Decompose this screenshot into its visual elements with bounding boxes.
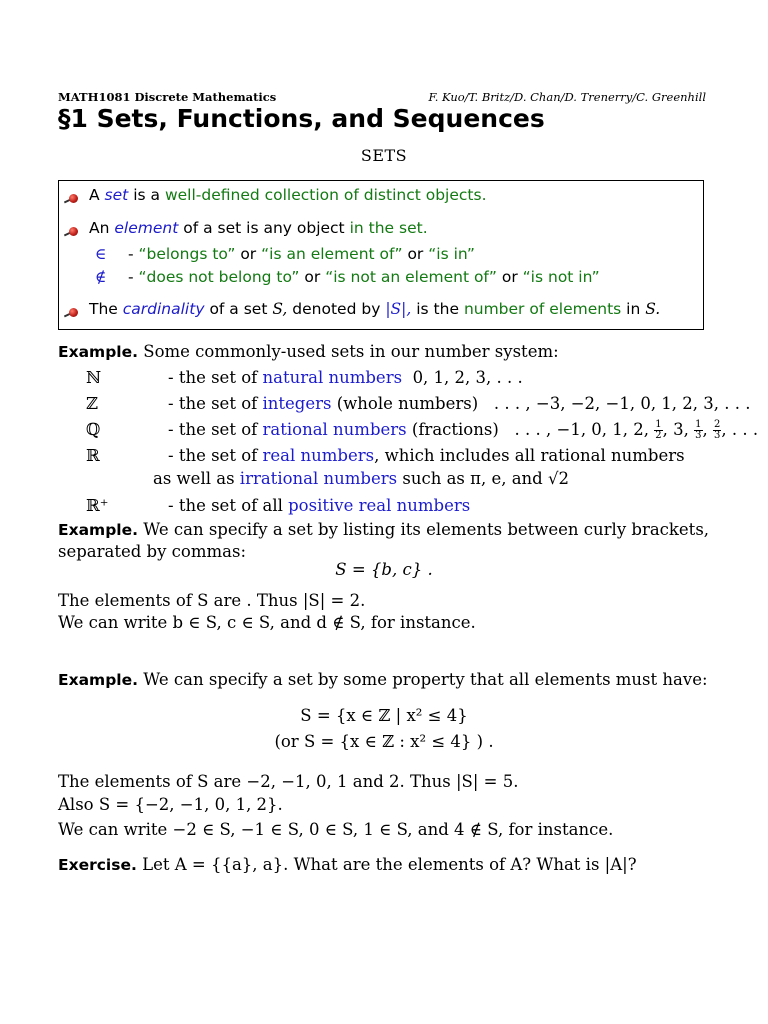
example2-intro: Example. We can specify a set by listing its elements between curly brackets, bbox=[58, 520, 710, 539]
set-row-integers: ℤ - the set of integers (whole numbers) . . . , −3, −2, −1, 0, 1, 2, 3, . . . bbox=[86, 394, 751, 413]
example3-write: We can write −2 ∈ S, −1 ∈ S, 0 ∈ S, 1 ∈ S, and 4 ∉ S, for instance. bbox=[58, 820, 614, 839]
set-definition: A set is a well-defined collection of distinct objects. bbox=[89, 186, 487, 204]
belongs-to-row: ∈ - “belongs to” or “is an element of” or “is in” bbox=[95, 245, 475, 263]
section-heading: SETS bbox=[360, 146, 408, 165]
not-element-of-symbol: ∉ bbox=[95, 268, 107, 286]
example2-elements: The elements of S are . Thus |S| = 2. bbox=[58, 591, 366, 610]
term-cardinality: cardinality bbox=[122, 300, 205, 318]
example1-intro: Example. Some commonly-used sets in our number system: bbox=[58, 342, 559, 361]
fraction-third: $\frac{1}{3}$ bbox=[695, 419, 702, 441]
definition-box bbox=[58, 180, 704, 330]
term-set: set bbox=[104, 186, 129, 204]
set-row-positive-reals: ℝ⁺ - the set of all positive real numbers bbox=[86, 496, 471, 515]
set-row-irrationals: as well as irrational numbers such as π, e, and √2 bbox=[153, 469, 569, 488]
bullet-icon bbox=[67, 226, 79, 236]
example3-also: Also S = {−2, −1, 0, 1, 2}. bbox=[58, 795, 283, 814]
fraction-half: $\frac{1}{2}$ bbox=[655, 419, 662, 441]
fraction-two-thirds: $\frac{2}{3}$ bbox=[714, 419, 721, 441]
page-title: §1 Sets, Functions, and Sequences bbox=[58, 104, 545, 133]
exercise: Exercise. Let A = {{a}, a}. What are the elements of A? What is |A|? bbox=[58, 855, 637, 874]
example3-display-2: (or S = {x ∈ ℤ : x² ≤ 4} ) . bbox=[274, 732, 494, 751]
set-row-reals: ℝ - the set of real numbers, which includes all rational numbers bbox=[86, 446, 685, 465]
course-name: MATH1081 Discrete Mathematics bbox=[58, 90, 277, 104]
cardinality-definition: The cardinality of a set S, denoted by |S|, is the number of elements in S. bbox=[89, 300, 661, 318]
example3-intro: Example. We can specify a set by some property that all elements must have: bbox=[58, 670, 708, 689]
authors: F. Kuo/T. Britz/D. Chan/D. Trenerry/C. Greenhill bbox=[428, 90, 706, 104]
example2-display-set: S = {b, c} . bbox=[335, 560, 433, 579]
example2-write: We can write b ∈ S, c ∈ S, and d ∉ S, for instance. bbox=[58, 613, 476, 632]
bullet-icon bbox=[67, 193, 79, 203]
bullet-icon bbox=[67, 307, 79, 317]
example3-display-1: S = {x ∈ ℤ | x² ≤ 4} bbox=[300, 706, 468, 725]
example3-elements: The elements of S are −2, −1, 0, 1 and 2. Thus |S| = 5. bbox=[58, 772, 519, 791]
element-of-symbol: ∈ bbox=[95, 245, 107, 263]
example2-line2: separated by commas: bbox=[58, 542, 247, 561]
term-element: element bbox=[114, 219, 179, 237]
element-definition: An element of a set is any object in the set. bbox=[89, 219, 428, 237]
set-row-naturals: ℕ - the set of natural numbers 0, 1, 2, 3, . . . bbox=[86, 368, 523, 387]
not-belongs-row: ∉ - “does not belong to” or “is not an element of” or “is not in” bbox=[95, 268, 600, 286]
set-row-rationals: ℚ - the set of rational numbers (fractions) . . . , −1, 0, 1, 2, $\frac{1}{2}$ , 3, $\frac{1}{3}$ , $\frac{2}{3}$ , . . . bbox=[86, 419, 759, 441]
